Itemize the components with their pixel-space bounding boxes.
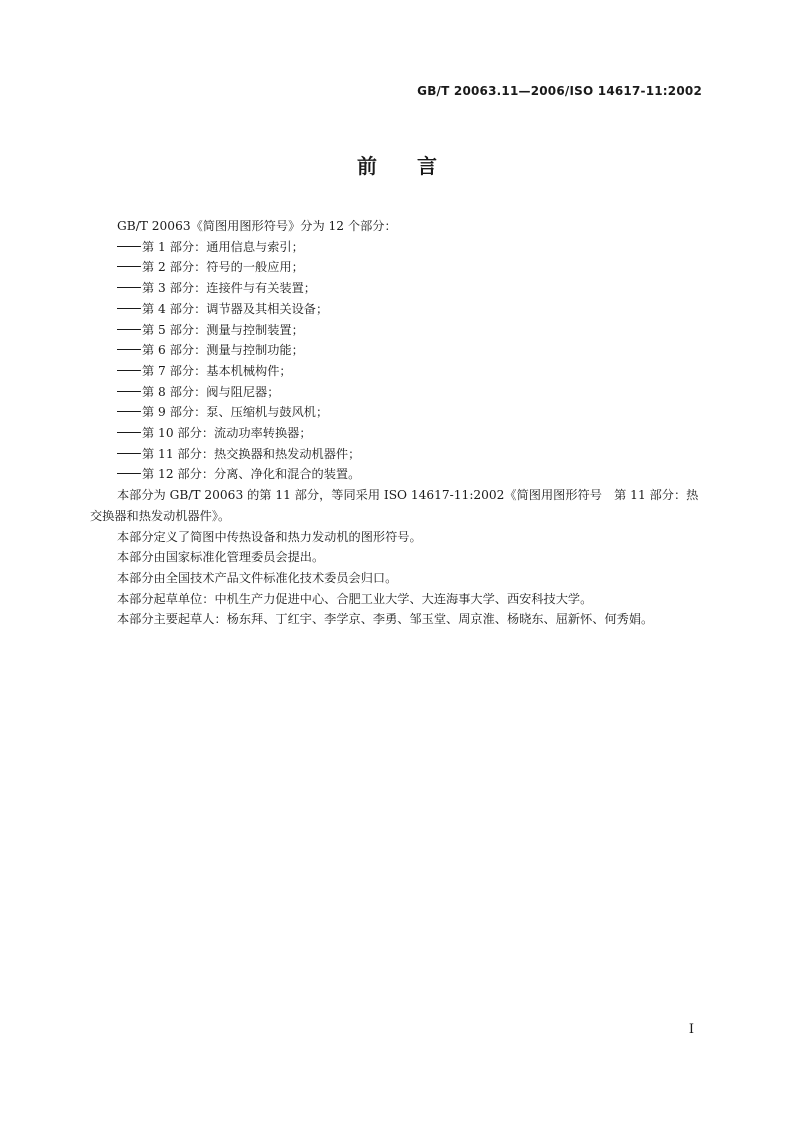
list-item: 第 8 部分：阀与阻尼器； [90,382,702,403]
page-number: I [688,1022,694,1037]
list-item: 第 4 部分：调节器及其相关设备； [90,299,702,320]
em-dash [117,370,141,371]
drafting-units-paragraph: 本部分起草单位：中机生产力促进中心、合肥工业大学、大连海事大学、西安科技大学。 [117,591,593,606]
scope-paragraph: 本部分定义了简图中传热设备和热力发动机的图形符号。 [117,529,422,544]
em-dash [117,432,141,433]
foreword-body [90,216,702,630]
list-item: 第 9 部分：泵、压缩机与鼓风机； [90,402,702,423]
em-dash [117,308,141,309]
em-dash [117,266,141,267]
list-item: 第 6 部分：测量与控制功能； [90,340,702,361]
list-item: 第 12 部分：分离、净化和混合的装置。 [90,464,702,485]
list-item: 第 10 部分：流动功率转换器； [90,423,702,444]
em-dash [117,391,141,392]
adoption-paragraph: 本部分为 GB/T 20063 的第 11 部分，等同采用 ISO 14617-11:2002《简图用图形符号 第 11 部分：热交换器和热发动机器件》。 [90,488,699,523]
em-dash [117,453,141,454]
list-item: 第 1 部分：通用信息与索引； [90,237,702,258]
list-item: 第 2 部分：符号的一般应用； [90,257,702,278]
em-dash [117,287,141,288]
em-dash [117,329,141,330]
list-item: 第 11 部分：热交换器和热发动机器件； [90,444,702,465]
em-dash [117,411,141,412]
em-dash [117,473,141,474]
list-item: 第 5 部分：测量与控制装置； [90,320,702,341]
page-header-standard-number: GB/T 20063.11—2006/ISO 14617-11:2002 [417,84,702,98]
em-dash [117,246,141,247]
list-item: 第 7 部分：基本机械构件； [90,361,702,382]
list-item: 第 3 部分：连接件与有关装置； [90,278,702,299]
em-dash [117,349,141,350]
proposer-paragraph: 本部分由国家标准化管理委员会提出。 [117,550,325,565]
parts-list [90,237,702,485]
page-title: 前言 [357,154,477,178]
committee-paragraph: 本部分由全国技术产品文件标准化技术委员会归口。 [117,570,398,585]
intro-paragraph: GB/T 20063《简图用图形符号》分为 12 个部分： [117,219,397,233]
drafters-paragraph: 本部分主要起草人：杨东拜、丁红宇、李学京、李勇、邹玉堂、周京淮、杨晓东、屈新怀、何秀娟。 [117,612,654,627]
